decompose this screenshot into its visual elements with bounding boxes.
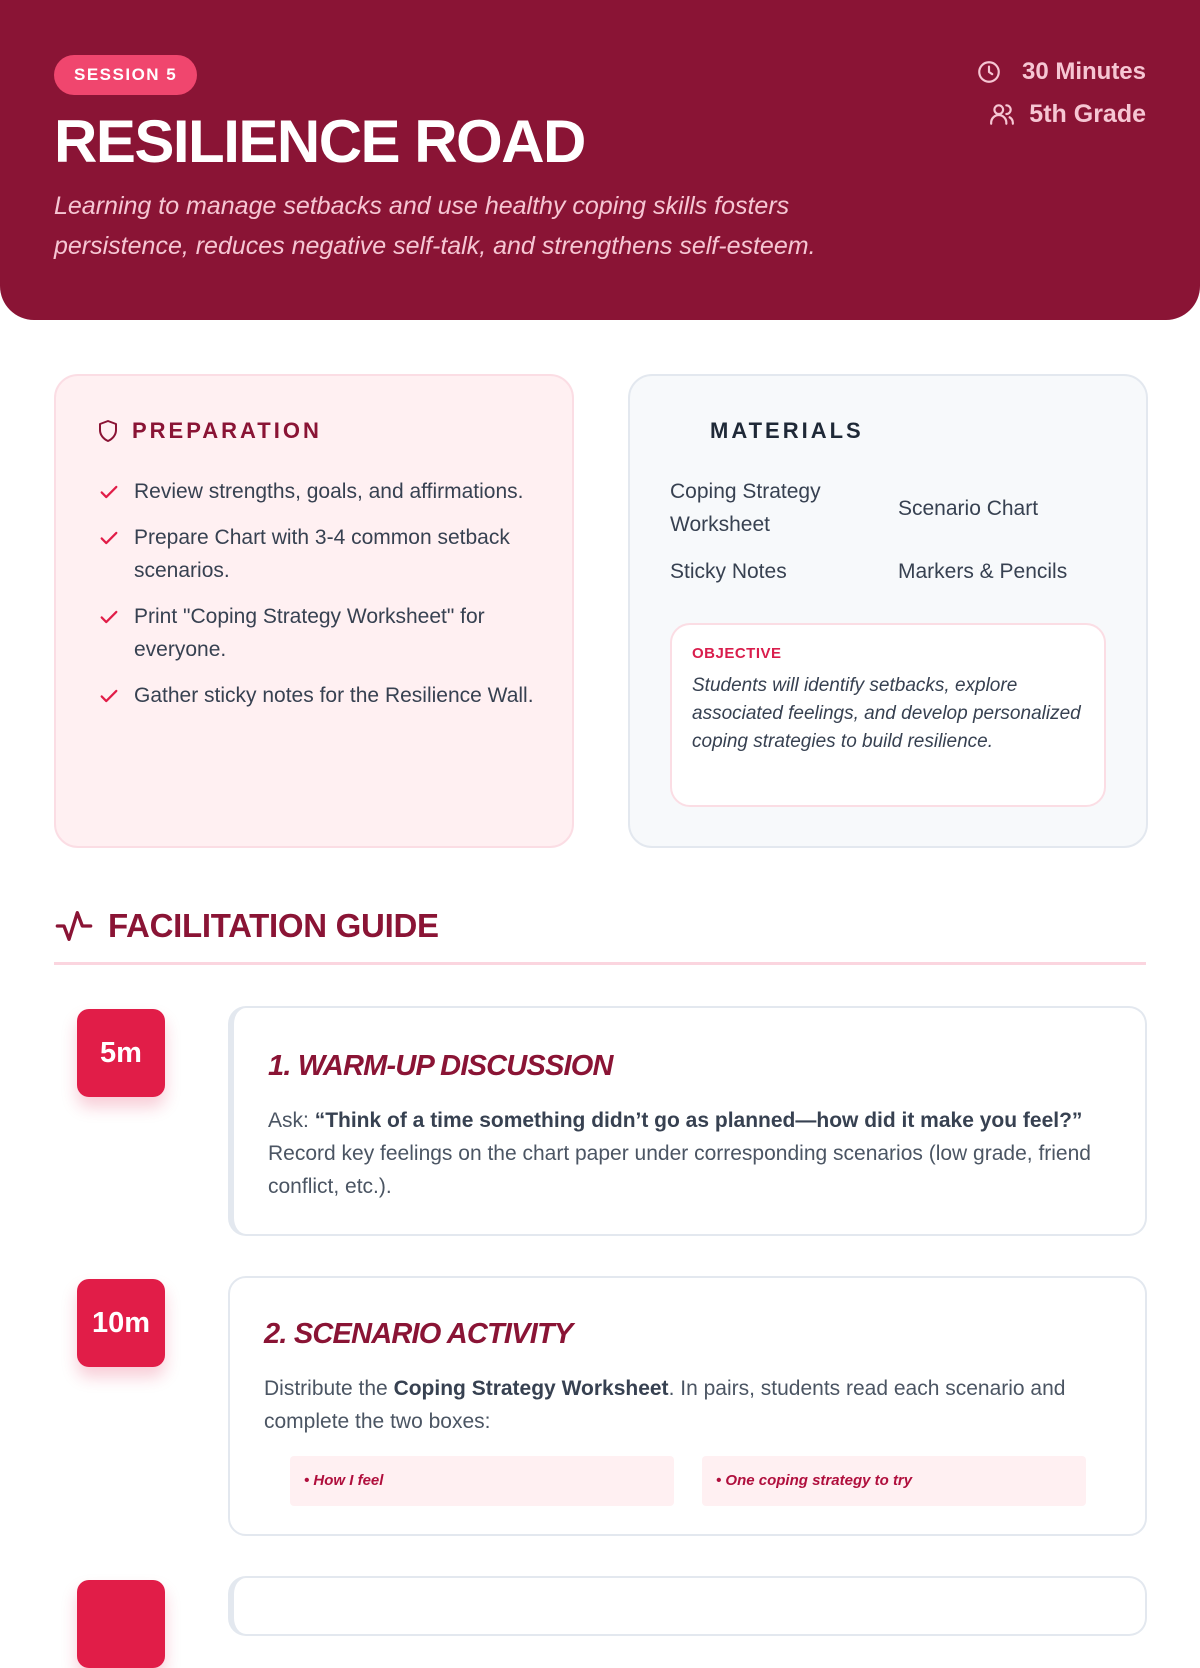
checkmark-icon (98, 685, 120, 707)
worksheet-boxes (264, 1456, 1109, 1506)
duration-row (956, 52, 1146, 92)
step-card-warm-up (228, 1006, 1147, 1236)
step-description (268, 1104, 1109, 1203)
section-divider (54, 962, 1146, 965)
step-time-badge: 5m (77, 1009, 165, 1097)
materials-title: MATERIALS (710, 418, 864, 443)
shield-icon (96, 418, 120, 444)
preparation-card (54, 374, 574, 848)
session-meta (956, 52, 1146, 134)
materials-list (670, 475, 1110, 588)
checkmark-icon (98, 481, 120, 503)
materials-heading (710, 418, 864, 444)
step-time-badge: 10m (77, 1279, 165, 1367)
page-title: RESILIENCE ROAD (54, 108, 585, 175)
material-item: Scenario Chart (898, 496, 1039, 520)
step-card-next (228, 1576, 1147, 1636)
step-title: 1. WARM-UP DISCUSSION (268, 1050, 613, 1082)
grade-row (956, 94, 1146, 134)
preparation-list (98, 475, 538, 725)
list-item (98, 600, 538, 666)
step-title: 2. SCENARIO ACTIVITY (264, 1318, 573, 1350)
session-subtitle: Learning to manage setbacks and use healthy coping skills fosters persistence, reduces negative self-talk, and strengthens self-esteem. (54, 192, 816, 260)
worksheet-box-strategy: • One coping strategy to try (702, 1456, 1086, 1506)
material-item: Markers & Pencils (898, 560, 1068, 583)
step-emphasis: Coping Strategy Worksheet (393, 1377, 669, 1400)
worksheet-box-feelings: • How I feel (290, 1456, 674, 1506)
step-text: Ask: (268, 1109, 315, 1132)
step-text: Distribute the (264, 1377, 394, 1400)
grade-text: 5th Grade (1029, 100, 1146, 128)
material-item: Sticky Notes (670, 560, 787, 583)
step-time-badge (77, 1580, 165, 1668)
preparation-item-text: Prepare Chart with 3-4 common setback scenarios. (134, 526, 510, 582)
session-badge: SESSION 5 (54, 55, 197, 95)
step-text: . In pairs, students read each scenario and complete the two boxes: (264, 1377, 1066, 1433)
material-item: Coping Strategy Worksheet (670, 480, 821, 536)
preparation-item-text: Gather sticky notes for the Resilience Wall. (134, 684, 534, 707)
list-item (98, 521, 538, 587)
users-icon (989, 101, 1015, 127)
preparation-item-text: Review strengths, goals, and affirmations. (134, 480, 524, 503)
facilitation-guide-heading (54, 900, 439, 952)
list-item (98, 475, 538, 508)
checkmark-icon (98, 527, 120, 549)
step-description (264, 1372, 1109, 1438)
preparation-heading (96, 418, 322, 444)
activity-pulse-icon (54, 906, 94, 946)
objective-box (670, 623, 1106, 807)
facilitation-guide-title: FACILITATION GUIDE (108, 907, 439, 944)
step-emphasis: “Think of a time something didn’t go as planned—how did it make you feel?” (314, 1109, 1083, 1132)
duration-text: 30 Minutes (1021, 58, 1146, 85)
objective-label: OBJECTIVE (692, 645, 782, 662)
objective-text: Students will identify setbacks, explore associated feelings, and develop personalized coping strategies to build resilience. (692, 675, 1081, 752)
checkmark-icon (98, 606, 120, 628)
clock-icon (976, 59, 1002, 85)
session-header (0, 0, 1200, 320)
list-item (98, 679, 538, 712)
preparation-title: PREPARATION (132, 418, 322, 443)
step-card-scenario-activity (228, 1276, 1147, 1536)
preparation-item-text: Print "Coping Strategy Worksheet" for everyone. (134, 605, 485, 661)
step-text: Record key feelings on the chart paper under corresponding scenarios (low grade, friend conflict, etc.). (268, 1142, 1091, 1198)
materials-card (628, 374, 1148, 848)
